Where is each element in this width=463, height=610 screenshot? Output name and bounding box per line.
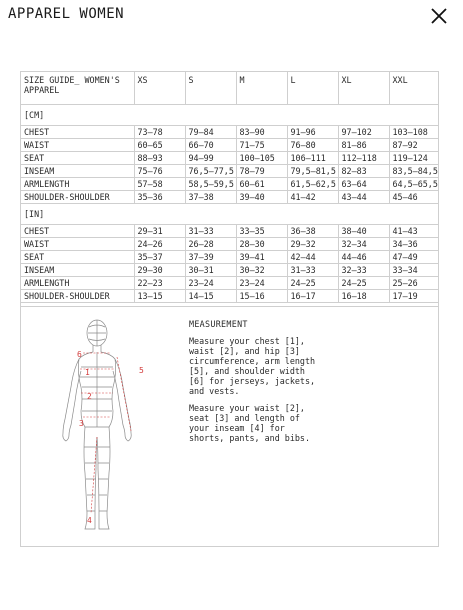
- page-title: APPAREL WOMEN: [8, 6, 125, 22]
- size-value: 16–17: [287, 290, 338, 303]
- measure-label: SEAT: [21, 251, 134, 264]
- size-value: 73–78: [134, 126, 185, 139]
- size-value: 87–92: [389, 139, 438, 152]
- size-value: 63–64: [338, 178, 389, 191]
- marker-4: 4: [87, 516, 92, 525]
- marker-2: 2: [87, 392, 92, 401]
- measure-label: CHEST: [21, 126, 134, 139]
- table-row: [21, 191, 438, 204]
- size-value: 32–33: [338, 264, 389, 277]
- size-header: XL: [338, 72, 389, 105]
- measure-label: WAIST: [21, 238, 134, 251]
- size-value: 36–38: [287, 225, 338, 238]
- measure-label: SHOULDER-SHOULDER: [21, 290, 134, 303]
- size-value: 76,5–77,5: [185, 165, 236, 178]
- unit-label: [IN]: [21, 204, 438, 225]
- size-value: 39–41: [236, 251, 287, 264]
- measurement-text-tops: Measure your chest [1], waist [2], and hip [3] circumference, arm length [5], and shoulder width [6] for jerseys, jackets, and vests.: [189, 336, 316, 396]
- size-value: 16–18: [338, 290, 389, 303]
- table-row: [21, 139, 438, 152]
- size-header: L: [287, 72, 338, 105]
- measure-label: WAIST: [21, 139, 134, 152]
- table-row: [21, 251, 438, 264]
- size-value: 35–36: [134, 191, 185, 204]
- size-value: 35–37: [134, 251, 185, 264]
- measure-label: CHEST: [21, 225, 134, 238]
- size-value: 61,5–62,5: [287, 178, 338, 191]
- size-value: 47–49: [389, 251, 438, 264]
- size-value: 38–40: [338, 225, 389, 238]
- size-value: 66–70: [185, 139, 236, 152]
- table-row: [21, 152, 438, 165]
- table-row: [21, 126, 438, 139]
- table-row: [21, 264, 438, 277]
- size-value: 106–111: [287, 152, 338, 165]
- marker-3: 3: [79, 419, 84, 428]
- unit-label: [CM]: [21, 105, 438, 126]
- size-table: [21, 72, 438, 303]
- measure-label: INSEAM: [21, 165, 134, 178]
- size-value: 30–31: [185, 264, 236, 277]
- measure-label: ARMLENGTH: [21, 178, 134, 191]
- measurement-section: [21, 306, 438, 547]
- size-value: 23–24: [185, 277, 236, 290]
- table-row: [21, 178, 438, 191]
- marker-1: 1: [85, 368, 90, 377]
- size-value: 45–46: [389, 191, 438, 204]
- size-value: 57–58: [134, 178, 185, 191]
- close-icon: [430, 7, 448, 25]
- size-value: 33–35: [236, 225, 287, 238]
- size-value: 32–34: [338, 238, 389, 251]
- measurement-text-bottoms: Measure your waist [2], seat [3] and length of your inseam [4] for shorts, pants, and bibs.: [189, 403, 311, 443]
- size-value: 22–23: [134, 277, 185, 290]
- size-value: 119–124: [389, 152, 438, 165]
- size-value: 82–83: [338, 165, 389, 178]
- size-value: 79–84: [185, 126, 236, 139]
- table-row: [21, 238, 438, 251]
- table-row: [21, 277, 438, 290]
- size-value: 37–39: [185, 251, 236, 264]
- size-value: 91–96: [287, 126, 338, 139]
- marker-6: 6: [77, 350, 82, 359]
- size-header: M: [236, 72, 287, 105]
- size-header: XS: [134, 72, 185, 105]
- guide-label: SIZE GUIDE_ WOMEN'S APPAREL: [21, 72, 134, 105]
- measurement-title: MEASUREMENT: [189, 319, 248, 329]
- measure-label: SHOULDER-SHOULDER: [21, 191, 134, 204]
- marker-5: 5: [139, 366, 144, 375]
- size-value: 29–30: [134, 264, 185, 277]
- size-value: 31–33: [287, 264, 338, 277]
- table-row: [21, 225, 438, 238]
- size-header: S: [185, 72, 236, 105]
- size-value: 97–102: [338, 126, 389, 139]
- size-value: 112–118: [338, 152, 389, 165]
- size-value: 60–61: [236, 178, 287, 191]
- size-value: 33–34: [389, 264, 438, 277]
- size-header: XXL: [389, 72, 438, 105]
- size-value: 29–31: [134, 225, 185, 238]
- size-value: 15–16: [236, 290, 287, 303]
- size-value: 14–15: [185, 290, 236, 303]
- size-value: 44–46: [338, 251, 389, 264]
- measure-label: ARMLENGTH: [21, 277, 134, 290]
- size-value: 13–15: [134, 290, 185, 303]
- size-value: 24–26: [134, 238, 185, 251]
- size-value: 41–43: [389, 225, 438, 238]
- size-value: 103–108: [389, 126, 438, 139]
- size-value: 58,5–59,5: [185, 178, 236, 191]
- size-guide-sheet: [20, 71, 439, 547]
- size-value: 94–99: [185, 152, 236, 165]
- size-value: 24–25: [338, 277, 389, 290]
- size-value: 79,5–81,5: [287, 165, 338, 178]
- table-header-row: [21, 72, 438, 105]
- size-value: 76–80: [287, 139, 338, 152]
- size-value: 39–40: [236, 191, 287, 204]
- size-value: 43–44: [338, 191, 389, 204]
- size-value: 24–25: [287, 277, 338, 290]
- size-value: 83,5–84,5: [389, 165, 438, 178]
- size-value: 60–65: [134, 139, 185, 152]
- size-value: 29–32: [287, 238, 338, 251]
- size-value: 64,5–65,5: [389, 178, 438, 191]
- measure-label: SEAT: [21, 152, 134, 165]
- measurement-instructions: [189, 319, 319, 450]
- table-row: [21, 290, 438, 303]
- size-value: 17–19: [389, 290, 438, 303]
- cm-section-row: [21, 105, 438, 126]
- body-figure-illustration: [35, 313, 165, 539]
- size-value: 41–42: [287, 191, 338, 204]
- size-value: 37–38: [185, 191, 236, 204]
- size-value: 23–24: [236, 277, 287, 290]
- size-value: 100–105: [236, 152, 287, 165]
- measure-label: INSEAM: [21, 264, 134, 277]
- size-value: 81–86: [338, 139, 389, 152]
- size-value: 71–75: [236, 139, 287, 152]
- size-value: 42–44: [287, 251, 338, 264]
- size-value: 31–33: [185, 225, 236, 238]
- size-value: 83–90: [236, 126, 287, 139]
- size-value: 88–93: [134, 152, 185, 165]
- size-value: 28–30: [236, 238, 287, 251]
- table-row: [21, 165, 438, 178]
- in-section-row: [21, 204, 438, 225]
- close-button[interactable]: [430, 7, 448, 25]
- size-value: 34–36: [389, 238, 438, 251]
- size-value: 78–79: [236, 165, 287, 178]
- size-value: 75–76: [134, 165, 185, 178]
- size-value: 26–28: [185, 238, 236, 251]
- size-value: 30–32: [236, 264, 287, 277]
- size-value: 25–26: [389, 277, 438, 290]
